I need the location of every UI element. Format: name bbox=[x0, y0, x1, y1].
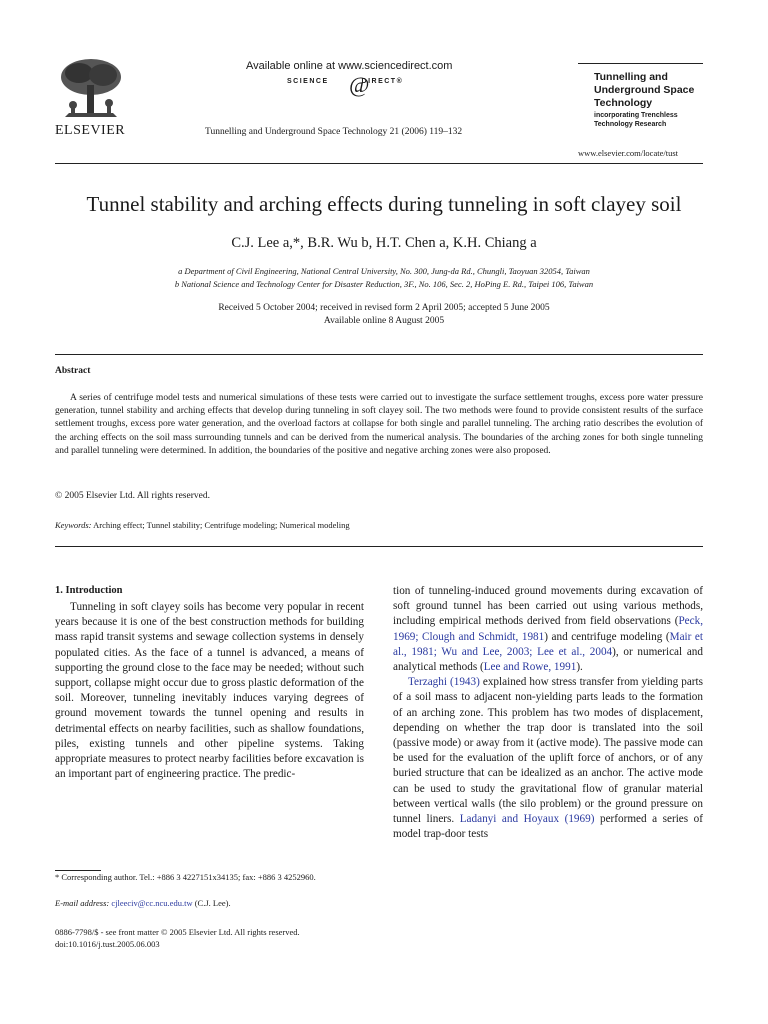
section-heading: 1. Introduction bbox=[55, 585, 123, 596]
affiliations bbox=[0, 265, 768, 291]
citation-link[interactable]: Lee and Rowe, 1991 bbox=[483, 661, 577, 674]
issn-line: 0886-7798/$ - see front matter © 2005 Elsevier Ltd. All rights reserved. bbox=[55, 927, 300, 937]
received-dates: Received 5 October 2004; received in revised form 2 April 2005; accepted 5 June 2005 bbox=[218, 303, 550, 313]
sciencedirect-left: SCIENCE bbox=[287, 78, 329, 85]
abstract-body: A series of centrifuge model tests and numerical simulations of these tests were carried out to investigate the surface settlement troughs, excess pore water pressure generation, tunnel stability and arching effects that develop during tunneling in soft clayey soil. The two methods were found to provide consistent results of the surface settlement troughs, excess pore water generation, and the overload factors at collapse for both single and parallel tunneling. The arching ratio describes the evolution of the arching effects on the soil mass surrounding tunnels and can be derived from the numerical analysis. The boundaries of the arching zones for both single tunneling and parallel tunneling were determined. In addition, the boundaries of the positive and negative arching zones were also proposed. bbox=[55, 393, 703, 456]
elsevier-logo bbox=[55, 55, 127, 137]
journal-box-subtitle: incorporating Trenchless Technology Research bbox=[594, 112, 678, 128]
publisher-name: ELSEVIER bbox=[55, 123, 126, 138]
email-label: E-mail address: bbox=[55, 898, 110, 908]
corresponding-author-footnote: * Corresponding author. Tel.: +886 3 4227151x34135; fax: +886 3 4252960. bbox=[55, 872, 316, 882]
paragraph-text: ) and centrifuge modeling ( bbox=[544, 630, 670, 643]
sciencedirect-logo[interactable] bbox=[287, 78, 403, 85]
paragraph-text: ), or numerical and analytical methods ( bbox=[393, 645, 703, 674]
keywords-line bbox=[55, 520, 350, 530]
citation-link[interactable]: Mair et al., 1981; Wu and Lee, 2003; Lee et al., 2004 bbox=[393, 630, 703, 658]
journal-box-rule bbox=[578, 63, 703, 64]
paragraph-text: performed a series of model trap-door tests bbox=[393, 813, 703, 841]
keywords-text: Arching effect; Tunnel stability; Centrifuge modeling; Numerical modeling bbox=[93, 520, 350, 530]
right-column bbox=[393, 584, 703, 842]
sciencedirect-at-icon: @ bbox=[349, 72, 370, 97]
paragraph-text: explained how stress transfer from yielding parts of a soil mass to adjacent non-yielding parts leads to the formation of an arching zone. This problem has two modes of displacement, depending on whether the trap door is translated into the soil (passive mode) or away from it (active mode). The passive mode can be used for the evaluation of the uplift force of anchors, or of any buried structure that can be idealized as an anchor. The active mode can be used to study the gravitational flow of granular material between vertical walls (the silo problem) or the ground pressure on tunnel liners. bbox=[393, 676, 703, 826]
abstract-heading: Abstract bbox=[55, 366, 91, 376]
article-dates bbox=[0, 302, 768, 328]
citation-link[interactable]: Ladanyi and Hoyaux (1969) bbox=[459, 813, 595, 826]
abstract-copyright: © 2005 Elsevier Ltd. All rights reserved. bbox=[55, 491, 210, 501]
email-footnote bbox=[55, 897, 364, 909]
paragraph-text: tion of tunneling-induced ground movements during excavation of soft ground tunnel has been carried out using various methods, including empirical methods derived from field observations ( bbox=[393, 585, 703, 628]
email-link[interactable]: cjleeciv@cc.ncu.edu.tw bbox=[111, 898, 193, 908]
header-rule bbox=[55, 163, 703, 164]
article-title: Tunnel stability and arching effects during tunneling in soft clayey soil bbox=[86, 192, 682, 216]
available-online-text: Available online at www.sciencedirect.com bbox=[246, 60, 453, 72]
journal-url-link[interactable]: www.elsevier.com/locate/tust bbox=[578, 148, 679, 158]
affiliation-b: b National Science and Technology Center for Disaster Reduction, 3F., No. 106, Sec. 2, HoPing E. Rd., Taipei 106, Taiwan bbox=[174, 279, 594, 289]
intro-paragraph-1: Tunneling in soft clayey soils has become very popular in recent years because it is one of the best construction methods for building mass rapid transit systems and sewage collection systems in densely populated cities. As the face of a tunnel is advanced, a means of supporting the ground close to the face may be needed; without such support, collapse might occur due to gross plastic deformation of the soil. Moreover, tunneling inevitably induces varying degrees of ground movement towards the tunnel opening and results in detrimental effects on nearby facilities, such as shallow foundations, piles, existing tunnels and other pipeline systems. Taking appropriate measures to protect nearby facilities before excavation is an important part of engineering practice. The predic- bbox=[55, 601, 364, 781]
author-list: C.J. Lee a,*, B.R. Wu b, H.T. Chen a, K.H. Chiang a bbox=[231, 235, 537, 251]
doi-line[interactable]: doi:10.1016/j.tust.2005.06.003 bbox=[55, 939, 160, 949]
email-suffix: (C.J. Lee). bbox=[194, 898, 231, 908]
abstract-bottom-rule bbox=[55, 546, 703, 547]
online-date: Available online 8 August 2005 bbox=[323, 316, 445, 326]
intro-paragraph-2 bbox=[393, 585, 703, 673]
affiliation-a: a Department of Civil Engineering, National Central University, No. 300, Jung-da Rd., Chungli, Taoyuan 32054, Taiwan bbox=[178, 266, 590, 276]
sciencedirect-right: DIRECT® bbox=[361, 78, 404, 85]
citation-link[interactable]: Peck, 1969; Clough and Schmidt, 1981 bbox=[393, 615, 703, 643]
journal-citation: Tunnelling and Underground Space Technology 21 (2006) 119–132 bbox=[205, 127, 463, 137]
keywords-label: Keywords: bbox=[55, 520, 92, 530]
intro-paragraph-3 bbox=[393, 675, 703, 842]
left-column bbox=[55, 600, 364, 782]
citation-link[interactable]: Terzaghi (1943) bbox=[408, 676, 480, 689]
abstract-top-rule bbox=[55, 354, 703, 355]
paragraph-text: ). bbox=[576, 661, 583, 674]
journal-box-title: Tunnelling and Underground Space Technology bbox=[594, 71, 695, 109]
issn-block bbox=[55, 926, 300, 950]
